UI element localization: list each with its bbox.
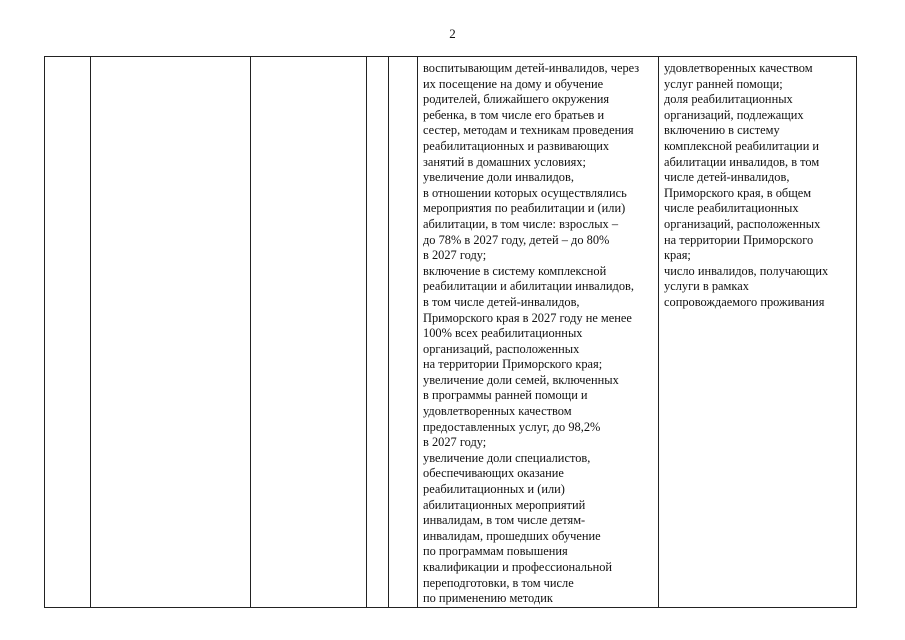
text-line: удовлетворенных качеством: [664, 61, 813, 75]
text-line: родителей, ближайшего окружения: [423, 92, 610, 107]
text-line: в 2027 году;: [423, 248, 487, 263]
text-line: число инвалидов, получающих: [664, 263, 829, 278]
text-line: занятий в домашних условиях;: [423, 154, 586, 169]
expected-results-cell: [418, 57, 659, 608]
col-start-cell: [367, 57, 389, 608]
program-table: [44, 56, 857, 608]
text-line: переподготовки, в том числе: [423, 575, 574, 590]
text-line: по программам повышения: [423, 544, 568, 559]
text-line: организаций, расположенных: [664, 216, 821, 231]
text-line: их посещение на дому и обучение: [423, 76, 604, 91]
text-line: доля реабилитационных: [664, 92, 793, 107]
text-line: реабилитационных и (или): [423, 482, 565, 497]
text-line: увеличение доли семей, включенных: [423, 372, 619, 387]
text-line: комплексной реабилитации и: [664, 138, 820, 153]
text-line: удовлетворенных качеством: [423, 404, 572, 419]
page-number: 2: [449, 26, 456, 41]
indicators-text: [659, 57, 856, 311]
text-line: в 2027 году;: [423, 435, 487, 450]
text-line: абилитационных мероприятий: [423, 497, 586, 512]
text-line: включению в систему: [664, 123, 780, 138]
text-line: квалификации и профессиональной: [423, 560, 613, 574]
text-line: реабилитационных и развивающих: [423, 138, 610, 153]
text-line: ребенка, в том числе его братьев и: [423, 107, 605, 122]
text-line: предоставленных услуг, до 98,2%: [423, 419, 601, 434]
text-line: реабилитации и абилитации инвалидов,: [423, 279, 635, 294]
text-line: организаций, подлежащих: [664, 107, 804, 122]
text-line: услуги в рамках: [664, 279, 749, 294]
col-executor-cell: [251, 57, 367, 608]
text-line: увеличение доли инвалидов,: [423, 170, 574, 185]
text-line: увеличение доли специалистов,: [423, 450, 591, 465]
text-line: числе детей-инвалидов,: [664, 170, 790, 185]
text-line: в том числе детей-инвалидов,: [423, 294, 580, 309]
text-line: абилитации инвалидов, в том: [664, 154, 820, 169]
text-line: инвалидам, в том числе детям-: [423, 513, 586, 528]
text-line: мероприятия по реабилитации и (или): [423, 201, 626, 216]
text-line: организаций, расположенных: [423, 341, 580, 356]
text-line: услуг ранней помощи;: [664, 76, 783, 91]
text-line: в программы ранней помощи и: [423, 388, 588, 403]
text-line: на территории Приморского: [664, 232, 814, 247]
col-name-cell: [91, 57, 251, 608]
text-line: Приморского края в 2027 году не менее: [423, 310, 632, 325]
expected-results-text: [418, 57, 658, 607]
text-line: инвалидам, прошедших обучение: [423, 528, 601, 543]
text-line: абилитации, в том числе: взрослых –: [423, 216, 619, 231]
text-line: 100% всех реабилитационных: [423, 326, 583, 341]
text-line: Приморского края, в общем: [664, 185, 812, 200]
indicators-cell: [659, 57, 857, 608]
text-line: числе реабилитационных: [664, 201, 799, 216]
table-row: [45, 57, 857, 608]
text-line: по применению методик: [423, 591, 553, 606]
text-line: сестер, методам и техникам проведения: [423, 123, 634, 138]
text-line: в отношении которых осуществлялись: [423, 185, 627, 200]
col-number-cell: [45, 57, 91, 608]
text-line: воспитывающим детей-инвалидов, через: [423, 61, 640, 75]
text-line: на территории Приморского края;: [423, 357, 603, 372]
text-line: обеспечивающих оказание: [423, 466, 564, 481]
text-line: края;: [664, 248, 691, 263]
text-line: включение в систему комплексной: [423, 263, 607, 278]
text-line: до 78% в 2027 году, детей – до 80%: [423, 232, 610, 247]
text-line: сопровождаемого проживания: [664, 294, 825, 309]
col-end-cell: [389, 57, 418, 608]
